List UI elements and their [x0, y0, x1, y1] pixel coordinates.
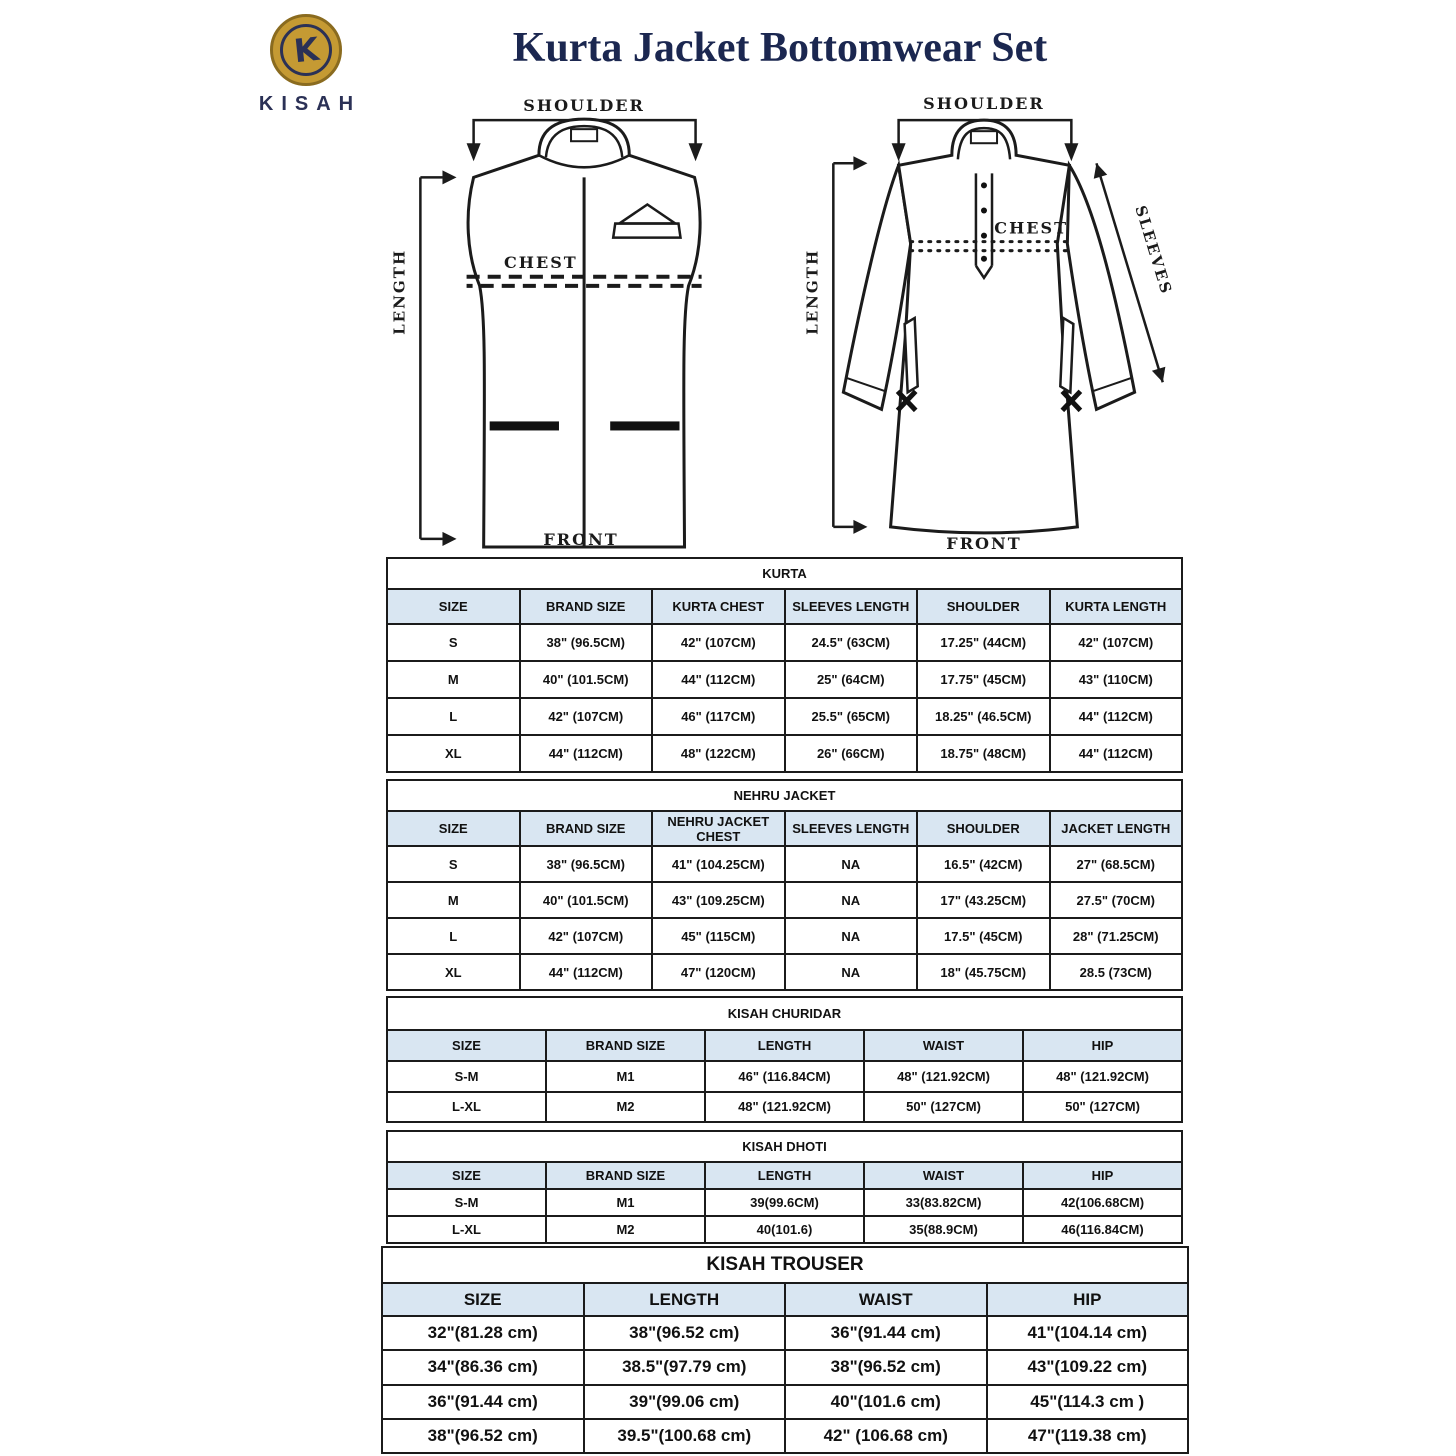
- table-row: [382, 1350, 1188, 1384]
- column-header: SIZE: [387, 811, 520, 846]
- table-cell: 25.5" (65CM): [785, 698, 918, 735]
- column-header: SHOULDER: [917, 589, 1050, 624]
- table-cell: 47"(119.38 cm): [987, 1419, 1189, 1453]
- vest-pocket: [610, 421, 679, 430]
- column-header: LENGTH: [705, 1030, 864, 1061]
- column-header: LENGTH: [584, 1283, 786, 1316]
- table-cell: 42" (106.68 cm): [785, 1419, 987, 1453]
- table-row: [387, 698, 1182, 735]
- table-cell: 39.5"(100.68 cm): [584, 1419, 786, 1453]
- column-header: HIP: [1023, 1030, 1182, 1061]
- brand-logo-icon: [270, 14, 342, 86]
- table-cell: M: [387, 882, 520, 918]
- table-cell: 39"(99.06 cm): [584, 1385, 786, 1419]
- column-header: WAIST: [864, 1162, 1023, 1189]
- table-row: [387, 882, 1182, 918]
- table-cell: 46" (117CM): [652, 698, 785, 735]
- table-cell: 25" (64CM): [785, 661, 918, 698]
- button-icon: [981, 182, 987, 188]
- size-table: [386, 557, 1183, 773]
- kurta-chest-label: CHEST: [994, 218, 1069, 238]
- table-cell: 40" (101.5CM): [520, 882, 653, 918]
- table-cell: 44" (112CM): [1050, 698, 1183, 735]
- table-cell: 44" (112CM): [1050, 735, 1183, 772]
- table-cell: M1: [546, 1189, 705, 1216]
- table-row: [387, 1216, 1182, 1243]
- table-row: [387, 1061, 1182, 1092]
- size-table: [381, 1246, 1189, 1454]
- table-cell: NA: [785, 846, 918, 882]
- table-cell: 39(99.6CM): [705, 1189, 864, 1216]
- arrow-up-left-icon: [1094, 163, 1107, 178]
- table-cell: 48" (122CM): [652, 735, 785, 772]
- table-cell: 38"(96.52 cm): [785, 1350, 987, 1384]
- kurta-shoulder-label: SHOULDER: [923, 94, 1045, 114]
- vest-front-label: FRONT: [543, 529, 619, 549]
- table-cell: 48" (121.92CM): [864, 1061, 1023, 1092]
- column-header: BRAND SIZE: [520, 589, 653, 624]
- table-cell: 33(83.82CM): [864, 1189, 1023, 1216]
- column-header: BRAND SIZE: [520, 811, 653, 846]
- churidar-size-table: [386, 996, 1183, 1123]
- table-cell: L: [387, 918, 520, 954]
- table-title: KISAH CHURIDAR: [387, 997, 1182, 1030]
- column-header: BRAND SIZE: [546, 1162, 705, 1189]
- kurta-front-label: FRONT: [946, 533, 1022, 553]
- table-cell: 17" (43.25CM): [917, 882, 1050, 918]
- kurta-sleeves-label: SLEEVES: [1131, 203, 1176, 298]
- table-cell: 17.5" (45CM): [917, 918, 1050, 954]
- table-cell: 27" (68.5CM): [1050, 846, 1183, 882]
- nehru-jacket-size-table: [386, 779, 1183, 991]
- table-cell: M1: [546, 1061, 705, 1092]
- table-title: NEHRU JACKET: [387, 780, 1182, 811]
- column-header: HIP: [987, 1283, 1189, 1316]
- table-row: [387, 1092, 1182, 1123]
- table-cell: M2: [546, 1092, 705, 1123]
- table-cell: 18.75" (48CM): [917, 735, 1050, 772]
- column-header: SIZE: [387, 1030, 546, 1061]
- table-cell: M: [387, 661, 520, 698]
- table-row: [382, 1419, 1188, 1453]
- column-header: SIZE: [387, 1162, 546, 1189]
- nehru-jacket-diagram: [388, 93, 740, 555]
- column-header: WAIST: [785, 1283, 987, 1316]
- button-icon: [981, 256, 987, 262]
- table-cell: 18.25" (46.5CM): [917, 698, 1050, 735]
- table-cell: 40(101.6): [705, 1216, 864, 1243]
- table-title: KISAH DHOTI: [387, 1131, 1182, 1162]
- table-row: [387, 918, 1182, 954]
- table-cell: 36"(91.44 cm): [785, 1316, 987, 1350]
- column-header: SIZE: [382, 1283, 584, 1316]
- table-cell: 44" (112CM): [520, 954, 653, 990]
- column-header: NEHRU JACKET CHEST: [652, 811, 785, 846]
- table-cell: 50" (127CM): [864, 1092, 1023, 1123]
- kurta-right-sleeve: [1067, 165, 1134, 409]
- table-cell: 27.5" (70CM): [1050, 882, 1183, 918]
- table-cell: S-M: [387, 1189, 546, 1216]
- kurta-length-label: LENGTH: [803, 248, 822, 335]
- button-icon: [981, 233, 987, 239]
- table-cell: 17.75" (45CM): [917, 661, 1050, 698]
- table-cell: M2: [546, 1216, 705, 1243]
- kurta-diagram: [793, 93, 1185, 555]
- table-row: [387, 954, 1182, 990]
- button-icon: [981, 207, 987, 213]
- table-cell: 32"(81.28 cm): [382, 1316, 584, 1350]
- vest-length-label: LENGTH: [390, 248, 409, 335]
- brand-name: KISAH: [258, 93, 362, 115]
- table-cell: 41"(104.14 cm): [987, 1316, 1189, 1350]
- kurta-size-table: [386, 557, 1183, 773]
- kurta-left-sleeve: [843, 165, 910, 409]
- table-cell: 16.5" (42CM): [917, 846, 1050, 882]
- table-cell: NA: [785, 918, 918, 954]
- size-table: [386, 1130, 1183, 1244]
- table-cell: NA: [785, 882, 918, 918]
- table-cell: 28.5 (73CM): [1050, 954, 1183, 990]
- table-cell: 40"(101.6 cm): [785, 1385, 987, 1419]
- kurta-body-outline: [891, 120, 1078, 533]
- column-header: WAIST: [864, 1030, 1023, 1061]
- table-cell: 38.5"(97.79 cm): [584, 1350, 786, 1384]
- table-title: KISAH TROUSER: [382, 1247, 1188, 1283]
- table-cell: 47" (120CM): [652, 954, 785, 990]
- table-cell: 42" (107CM): [520, 918, 653, 954]
- arrow-right-icon: [442, 532, 456, 546]
- table-title: KURTA: [387, 558, 1182, 589]
- table-cell: 42" (107CM): [1050, 624, 1183, 661]
- table-cell: 38" (96.5CM): [520, 846, 653, 882]
- table-cell: 42(106.68CM): [1023, 1189, 1182, 1216]
- table-cell: XL: [387, 735, 520, 772]
- table-cell: L-XL: [387, 1216, 546, 1243]
- table-cell: NA: [785, 954, 918, 990]
- dhoti-size-table: [386, 1130, 1183, 1244]
- table-cell: 43"(109.22 cm): [987, 1350, 1189, 1384]
- table-cell: 44" (112CM): [652, 661, 785, 698]
- logo-ring: [280, 24, 332, 76]
- table-cell: 28" (71.25CM): [1050, 918, 1183, 954]
- page-title: Kurta Jacket Bottomwear Set: [512, 25, 1048, 71]
- table-cell: 36"(91.44 cm): [382, 1385, 584, 1419]
- column-header: SLEEVES LENGTH: [785, 589, 918, 624]
- table-cell: 35(88.9CM): [864, 1216, 1023, 1243]
- arrow-down-icon: [892, 143, 906, 161]
- column-header: BRAND SIZE: [546, 1030, 705, 1061]
- size-table: [386, 996, 1183, 1123]
- table-cell: L-XL: [387, 1092, 546, 1123]
- table-cell: 40" (101.5CM): [520, 661, 653, 698]
- trouser-size-table: [381, 1246, 1189, 1454]
- table-cell: 46(116.84CM): [1023, 1216, 1182, 1243]
- vest-shoulder-label: SHOULDER: [523, 96, 645, 116]
- table-cell: 45"(114.3 cm ): [987, 1385, 1189, 1419]
- table-cell: 43" (109.25CM): [652, 882, 785, 918]
- table-cell: 45" (115CM): [652, 918, 785, 954]
- arrow-down-icon: [689, 143, 703, 161]
- table-row: [387, 624, 1182, 661]
- table-cell: 43" (110CM): [1050, 661, 1183, 698]
- table-row: [387, 735, 1182, 772]
- arrow-down-icon: [467, 143, 481, 161]
- table-cell: XL: [387, 954, 520, 990]
- table-row: [382, 1385, 1188, 1419]
- column-header: KURTA CHEST: [652, 589, 785, 624]
- column-header: SIZE: [387, 589, 520, 624]
- column-header: HIP: [1023, 1162, 1182, 1189]
- table-row: [382, 1316, 1188, 1350]
- column-header: KURTA LENGTH: [1050, 589, 1183, 624]
- table-cell: 48" (121.92CM): [705, 1092, 864, 1123]
- table-cell: 44" (112CM): [520, 735, 653, 772]
- table-row: [387, 846, 1182, 882]
- table-cell: 50" (127CM): [1023, 1092, 1182, 1123]
- table-cell: 46" (116.84CM): [705, 1061, 864, 1092]
- arrow-right-icon: [853, 156, 867, 170]
- table-cell: 41" (104.25CM): [652, 846, 785, 882]
- size-table: [386, 779, 1183, 991]
- brand-logo: [250, 14, 362, 116]
- logo-k-letter: K: [291, 29, 321, 71]
- table-cell: S-M: [387, 1061, 546, 1092]
- arrow-right-icon: [853, 520, 867, 534]
- table-cell: S: [387, 846, 520, 882]
- column-header: LENGTH: [705, 1162, 864, 1189]
- table-cell: 42" (107CM): [520, 698, 653, 735]
- side-slit: [1060, 318, 1073, 392]
- table-cell: 42" (107CM): [652, 624, 785, 661]
- table-cell: 18" (45.75CM): [917, 954, 1050, 990]
- table-cell: 38"(96.52 cm): [382, 1419, 584, 1453]
- table-cell: L: [387, 698, 520, 735]
- table-cell: 24.5" (63CM): [785, 624, 918, 661]
- column-header: SLEEVES LENGTH: [785, 811, 918, 846]
- side-slit: [905, 318, 918, 392]
- table-cell: 34"(86.36 cm): [382, 1350, 584, 1384]
- table-row: [387, 661, 1182, 698]
- vest-chest-label: CHEST: [504, 252, 578, 272]
- table-cell: 26" (66CM): [785, 735, 918, 772]
- table-cell: S: [387, 624, 520, 661]
- column-header: JACKET LENGTH: [1050, 811, 1183, 846]
- table-cell: 38" (96.5CM): [520, 624, 653, 661]
- vest-pocket: [490, 421, 559, 430]
- table-cell: 17.25" (44CM): [917, 624, 1050, 661]
- arrow-right-icon: [442, 170, 456, 184]
- table-row: [387, 1189, 1182, 1216]
- arrow-down-icon: [1064, 143, 1078, 161]
- table-cell: 38"(96.52 cm): [584, 1316, 786, 1350]
- column-header: SHOULDER: [917, 811, 1050, 846]
- table-cell: 48" (121.92CM): [1023, 1061, 1182, 1092]
